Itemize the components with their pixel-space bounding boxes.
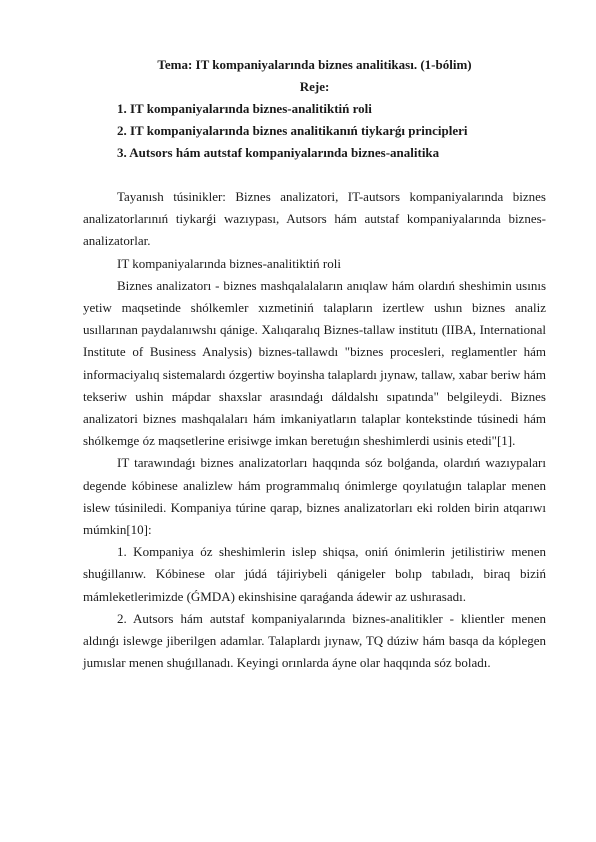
body-paragraph: 1. Kompaniya óz sheshimlerin islep shiqsa, oniń ónimlerin jetilistiriw menen shuǵillanıw. Kóbinese olar júdá tájiriybeli qánigeler bolıp tabıladı, biraq biziń mámleketlerimizde (ǴMDA) ekinshisine qaraǵanda ádewir az ushırasadı. <box>83 544 546 604</box>
body-paragraph: 2. Autsors hám autstaf kompaniyalarında biznes-analitikler - klientler menen aldınǵı islewge jiberilgen adamlar. Talaplardı jıynaw, TQ dúziw hám basqa da kóplegen jumıslar menen shuǵıllanadı. Keyingi orınlarda áyne olar haqqında sóz boladı. <box>83 610 546 671</box>
document-title: Tema: IT kompaniyalarında biznes analitikası. (1-bólim) <box>157 57 472 72</box>
plan-list <box>83 98 546 164</box>
blank-line <box>83 164 546 186</box>
plan-heading: Reje: <box>299 79 330 94</box>
plan-item: 1. IT kompaniyalarında biznes-analitiktiń roli <box>117 101 372 116</box>
body-paragraph: Biznes analizatorı - biznes mashqalalaların anıqlaw hám olardıń sheshimin usınıs yetiw maqsetinde shólkemler xızmetiniń talapların izertlew ushın biznes analiz usıllarınan paydalanıwshı qánige. Xalıqaralıq Biznes-tallaw institutı (IIBA, International Institute of Business Analysis) biznes-tallawdı "biznes procesleri, reglamentler hám informaciyalıq sistemalardı ózgertiw boyinsha talaplardı jıynaw, tallaw, xabar beriw hám tekseriw ushin mápdar shaxslar arasındaǵı dáldalshı sıpatında" belgileydi. Biznes analizatori biznes mashqalaları hám imkaniyatların talaplar kontekstinde túsinedi hám shólkemge óz maqsetlerine erisiwge imkan beretuǵın sheshimlerdi usinis etedi"[1]. <box>83 277 546 449</box>
body-paragraph: IT tarawındaǵı biznes analizatorları haqqında sóz bolǵanda, olardıń wazıypaları degende kóbinese analizlew hám programmalıq ónimlerge qoyılatuǵın talaplar menen islew túsiniledi. Kompaniya túrine qarap, biznes analizatorları eki rolden birin atqarıwı múmkin[10]: <box>83 455 546 538</box>
document-page <box>83 54 546 674</box>
section-heading: IT kompaniyalarında biznes-analitiktiń roli <box>117 255 341 271</box>
plan-item: 3. Autsors hám autstaf kompaniyalarında biznes-analitika <box>117 145 440 160</box>
plan-item: 2. IT kompaniyalarında biznes analitikanıń tiykarǵı principleri <box>117 123 468 138</box>
key-concepts-paragraph: Tayanısh túsinikler: Biznes analizatori, IT-autsors kompaniyalarında biznes analizatorlarınıń tiykarǵi wazıypası, Autsors hám autstaf kompaniyalarında biznes-analizatorlar. <box>83 189 546 249</box>
